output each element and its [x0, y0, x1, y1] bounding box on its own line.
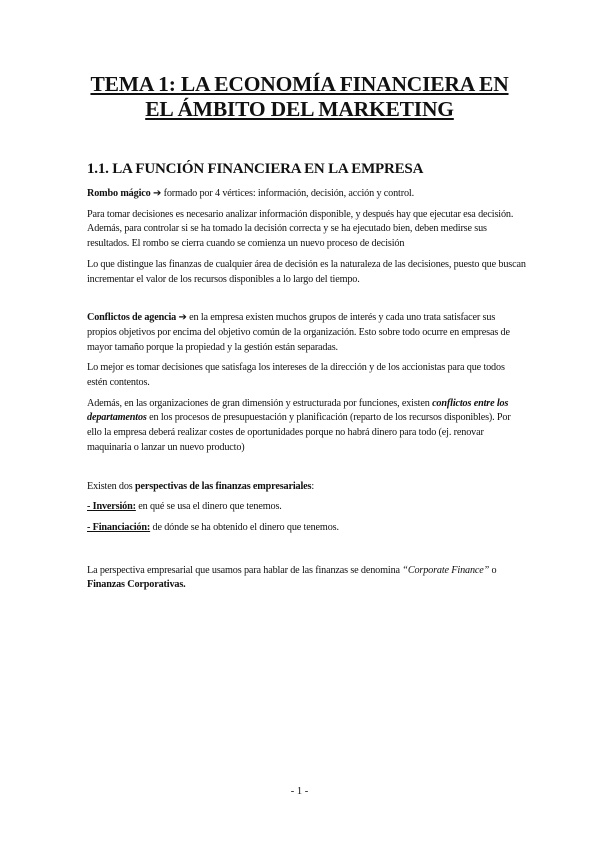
paragraph-conflictos [87, 311, 527, 355]
label-inversion: - Inversión: [87, 501, 136, 513]
title-line-2: EL ÁMBITO DEL MARKETING [145, 97, 454, 121]
ademas-before: Además, en las organizaciones de gran dimensión y estructurada por funciones, existen [87, 397, 433, 409]
paragraph-rombo [87, 187, 527, 202]
corporate-before: La perspectiva empresarial que usamos para hablar de las finanzas se denomina [87, 564, 403, 576]
section-heading: 1.1. LA FUNCIÓN FINANCIERA EN LA EMPRESA [87, 161, 424, 177]
arrow-right-icon: ➔ [152, 188, 162, 199]
ademas-after: en los procesos de presupuestación y planificación (reparto de los recursos disponibles). Por ello la empresa deberá realizar costes de oportunidades porque no habrá dinero para todo (ej. renovar maquinaria o lanzar un nuevo producto) [87, 412, 511, 453]
perspectivas-before: Existen dos [87, 480, 136, 492]
rombo-text: formado por 4 vértices: información, decisión, acción y control. [161, 188, 414, 199]
term-conflictos-departamentos: conflictos entre los departamentos [87, 397, 509, 424]
title-line-1: TEMA 1: LA ECONOMÍA FINANCIERA EN [90, 72, 509, 96]
paragraph-mejor: Lo mejor es tomar decisiones que satisfaga los intereses de la dirección y de los accionistas para que todos estén contentos. [87, 362, 505, 389]
paragraph-ademas [87, 397, 527, 456]
paragraph-distingue: Lo que distingue las finanzas de cualquier área de decisión es la naturaleza de las decisiones, puesto que buscan incrementar el valor de los recursos disponibles a lo largo del tiempo. [87, 258, 526, 285]
term-rombo-magico: Rombo mágico [87, 188, 151, 199]
term-corporate-finance: “Corporate Finance” [402, 564, 490, 576]
document-body [87, 187, 527, 593]
term-conflictos-agencia: Conflictos de agencia [87, 312, 177, 324]
document-title [60, 72, 539, 122]
paragraph-perspectivas [87, 480, 527, 495]
label-financiacion: - Financiación: [87, 521, 151, 533]
financiacion-text: de dónde se ha obtenido el dinero que tenemos. [150, 521, 339, 533]
paragraph-corporate [87, 564, 527, 593]
term-perspectivas: perspectivas de las finanzas empresariales [135, 480, 312, 492]
term-finanzas-corporativas: Finanzas Corporativas. [87, 579, 186, 591]
corporate-mid: o [489, 564, 497, 576]
arrow-right-icon: ➔ [178, 312, 187, 324]
paragraph-decision: Para tomar decisiones es necesario analizar información disponible, y después hay que ejecutar esa decisión. Además, para controlar si se ha tomado la decisión correcta y se ha ejecutado bien, deben medirse sus resultados. El rombo se cierra cuando se comienza un nuevo proceso de decisión [87, 208, 514, 250]
inversion-text: en qué se usa el dinero que tenemos. [135, 501, 282, 513]
list-item-inversion [87, 500, 527, 515]
list-item-financiacion [87, 521, 527, 536]
perspectivas-after: : [311, 480, 315, 492]
page-number: - 1 - [290, 786, 309, 797]
conflictos-text: en la empresa existen muchos grupos de interés y cada uno trata satisfacer sus propios objetivos por encima del objetivo común de la organización. Esto sobre todo ocurre en empresas de mayor tamaño porque la propiedad y la gestión están separadas. [87, 312, 510, 353]
